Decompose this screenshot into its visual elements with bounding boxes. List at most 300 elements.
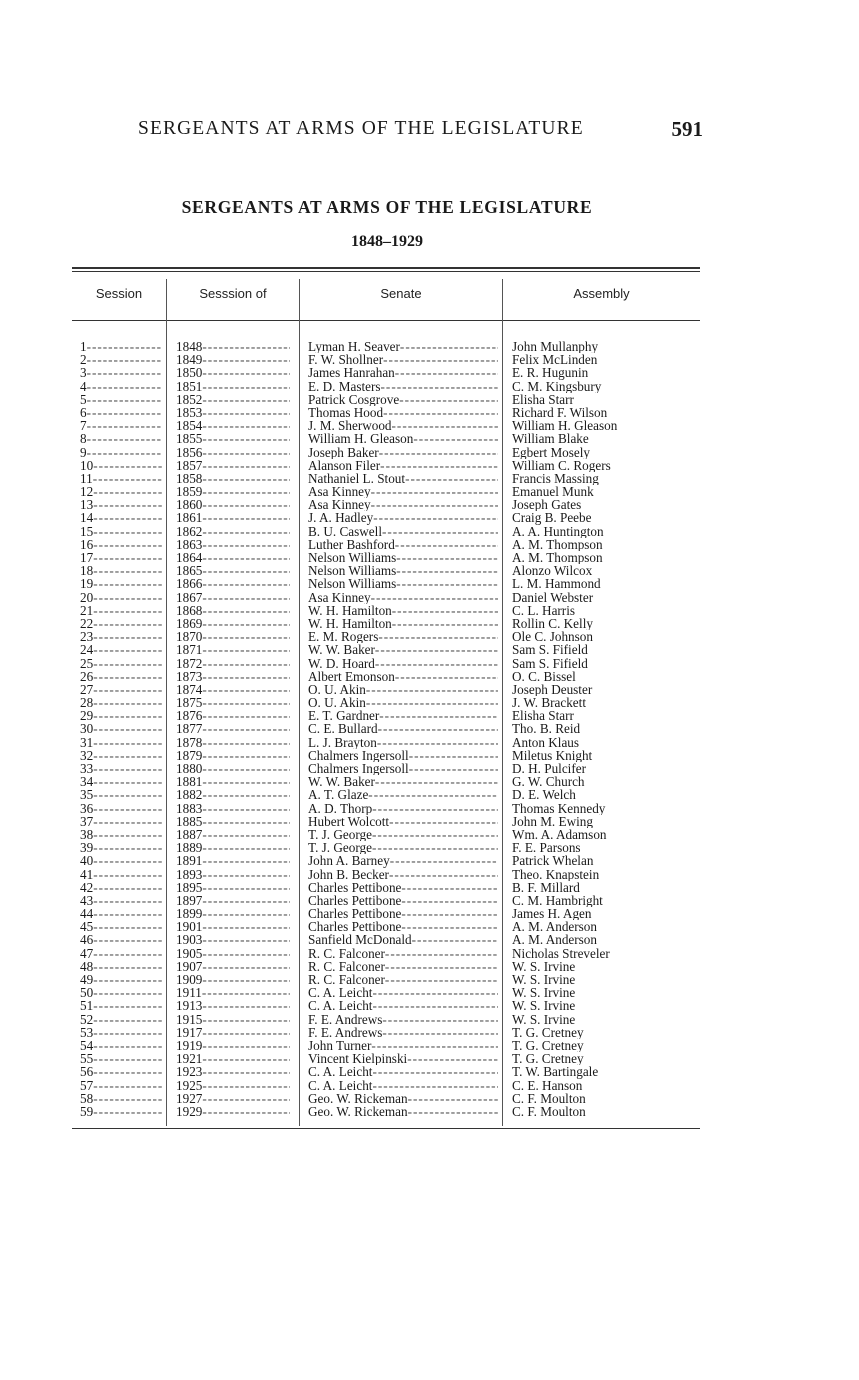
- session-year-cell: [176, 472, 290, 485]
- session-number: 54: [80, 1038, 94, 1053]
- senate-sergeant: W. H. Hamilton: [308, 603, 392, 617]
- session-number-cell: [80, 920, 162, 933]
- senate-cell: [308, 1013, 498, 1026]
- senate-cell: [308, 485, 498, 498]
- session-number-cell: [80, 854, 162, 867]
- session-year-cell: [176, 802, 290, 815]
- senate-sergeant: R. C. Falconer: [308, 959, 385, 974]
- session-number-cell: [80, 933, 162, 946]
- dot-leader: [93, 986, 162, 999]
- session-year: 1873: [176, 669, 203, 683]
- senate-sergeant: John A. Barney: [308, 854, 390, 868]
- session-year-cell: [176, 366, 290, 379]
- session-number: 53: [80, 1025, 94, 1039]
- session-number-cell: [80, 1026, 162, 1039]
- dot-leader: [202, 775, 290, 788]
- dot-leader: [202, 353, 290, 366]
- session-year: 1874: [176, 682, 203, 697]
- session-number-cell: [80, 722, 162, 735]
- senate-cell: [308, 696, 498, 709]
- table-row: [72, 643, 700, 656]
- senate-cell: [308, 577, 498, 590]
- dot-leader: [93, 630, 162, 643]
- dot-leader: [412, 933, 498, 946]
- assembly-sergeant: William H. Gleason: [512, 419, 618, 433]
- assembly-sergeant: Rollin C. Kelly: [512, 616, 593, 631]
- session-number-cell: [80, 868, 162, 881]
- session-year-cell: [176, 894, 290, 907]
- dot-leader: [408, 1105, 498, 1118]
- session-number: 52: [80, 1012, 94, 1026]
- session-number: 44: [80, 907, 94, 921]
- senate-cell: [308, 551, 498, 564]
- dot-leader: [93, 525, 162, 538]
- table-row: [72, 1013, 700, 1026]
- assembly-sergeant: T. G. Cretney: [512, 1052, 584, 1066]
- dot-leader: [93, 617, 162, 630]
- session-number: 21: [80, 603, 94, 617]
- assembly-sergeant: John M. Ewing: [512, 814, 593, 828]
- session-year: 1887: [176, 827, 203, 842]
- session-number: 36: [80, 801, 94, 815]
- dot-leader: [202, 432, 290, 445]
- session-year: 1856: [176, 445, 203, 459]
- dot-leader: [202, 999, 290, 1012]
- session-number: 4: [80, 379, 87, 393]
- session-year-cell: [176, 986, 290, 999]
- senate-sergeant: F. E. Andrews: [308, 1025, 383, 1039]
- session-year-cell: [176, 722, 290, 735]
- dot-leader: [202, 986, 290, 999]
- dot-leader: [93, 960, 162, 973]
- assembly-sergeant: Tho. B. Reid: [512, 722, 581, 736]
- assembly-sergeant: C. M. Hambright: [512, 893, 603, 908]
- dot-leader: [93, 1079, 162, 1092]
- senate-cell: [308, 749, 498, 762]
- senate-sergeant: Nathaniel L. Stout: [308, 471, 406, 486]
- senate-sergeant: F. E. Andrews: [308, 1012, 383, 1026]
- senate-sergeant: B. U. Caswell: [308, 524, 382, 538]
- table-row: [72, 485, 700, 498]
- dot-leader: [93, 854, 162, 867]
- session-year-cell: [176, 960, 290, 973]
- dot-leader: [366, 696, 498, 709]
- session-number-cell: [80, 960, 162, 973]
- session-number-cell: [80, 670, 162, 683]
- table-row: [72, 525, 700, 538]
- senate-cell: [308, 617, 498, 630]
- session-year: 1861: [176, 511, 203, 525]
- dot-leader: [202, 657, 290, 670]
- session-year-cell: [176, 340, 290, 353]
- session-year-cell: [176, 762, 290, 775]
- session-year: 1867: [176, 590, 203, 604]
- session-number-cell: [80, 973, 162, 986]
- dot-leader: [93, 1092, 162, 1105]
- table-title: SERGEANTS AT ARMS OF THE LEGISLATURE: [181, 197, 593, 217]
- senate-cell: [308, 340, 498, 353]
- session-year: 1869: [176, 616, 203, 631]
- session-year-cell: [176, 1039, 290, 1052]
- session-number-cell: [80, 1052, 162, 1065]
- dot-leader: [202, 340, 290, 353]
- dot-leader: [202, 933, 290, 946]
- table-row: [72, 1065, 700, 1078]
- dot-leader: [93, 894, 162, 907]
- dot-leader: [385, 947, 498, 960]
- session-year: 1882: [176, 788, 203, 802]
- assembly-sergeant: Alonzo Wilcox: [512, 564, 593, 578]
- dot-leader: [382, 1026, 498, 1039]
- table-row: [72, 788, 700, 801]
- session-number: 39: [80, 841, 94, 855]
- senate-sergeant: Charles Pettibone: [308, 920, 402, 934]
- dot-leader: [379, 709, 498, 722]
- senate-sergeant: W. W. Baker: [308, 643, 375, 657]
- session-number-cell: [80, 802, 162, 815]
- senate-cell: [308, 406, 498, 419]
- session-year: 1859: [176, 485, 203, 499]
- dot-leader: [409, 749, 498, 762]
- dot-leader: [389, 815, 498, 828]
- session-year-cell: [176, 577, 290, 590]
- session-number-cell: [80, 564, 162, 577]
- assembly-sergeant: L. M. Hammond: [512, 577, 601, 591]
- dot-leader: [375, 643, 498, 656]
- session-number-cell: [80, 775, 162, 788]
- session-year-cell: [176, 841, 290, 854]
- table-body: [72, 340, 700, 1118]
- dot-leader: [93, 736, 162, 749]
- dot-leader: [408, 1092, 498, 1105]
- session-number: 48: [80, 959, 94, 974]
- senate-cell: [308, 762, 498, 775]
- session-number: 38: [80, 827, 94, 842]
- dot-leader: [383, 406, 498, 419]
- session-number-cell: [80, 736, 162, 749]
- senate-cell: [308, 1105, 498, 1118]
- session-number: 29: [80, 709, 94, 723]
- dot-leader: [202, 564, 290, 577]
- dot-leader: [375, 775, 498, 788]
- session-number: 27: [80, 682, 94, 697]
- dot-leader: [93, 657, 162, 670]
- senate-cell: [308, 393, 498, 406]
- session-number-cell: [80, 947, 162, 960]
- table-row: [72, 1052, 700, 1065]
- senate-sergeant: Chalmers Ingersoll: [308, 748, 409, 763]
- dot-leader: [372, 986, 498, 999]
- assembly-sergeant: C. E. Hanson: [512, 1078, 583, 1092]
- dot-leader: [202, 366, 290, 379]
- assembly-sergeant: W. S. Irvine: [512, 986, 576, 1000]
- dot-leader: [93, 564, 162, 577]
- dot-leader: [202, 393, 290, 406]
- senate-cell: [308, 933, 498, 946]
- senate-sergeant: W. D. Hoard: [308, 656, 375, 670]
- assembly-sergeant: J. W. Brackett: [512, 696, 586, 710]
- session-year: 1901: [176, 920, 203, 934]
- table-row: [72, 498, 700, 511]
- session-year: 1895: [176, 880, 203, 894]
- assembly-sergeant: Joseph Gates: [512, 498, 582, 512]
- dot-leader: [400, 340, 498, 353]
- dot-leader: [202, 459, 290, 472]
- session-year-cell: [176, 683, 290, 696]
- senate-sergeant: C. A. Leicht: [308, 999, 373, 1013]
- senate-cell: [308, 511, 498, 524]
- assembly-sergeant: Patrick Whelan: [512, 854, 594, 868]
- dot-leader: [93, 815, 162, 828]
- dot-leader: [202, 604, 290, 617]
- session-number-cell: [80, 1013, 162, 1026]
- dot-leader: [202, 762, 290, 775]
- senate-cell: [308, 815, 498, 828]
- table-row: [72, 749, 700, 762]
- senate-cell: [308, 564, 498, 577]
- session-number: 7: [80, 419, 87, 433]
- session-year: 1878: [176, 735, 203, 749]
- dot-leader: [202, 380, 290, 393]
- session-number: 5: [80, 392, 87, 406]
- senate-sergeant: F. W. Shollner: [308, 353, 384, 367]
- table-row: [72, 406, 700, 419]
- assembly-sergeant: Nicholas Streveler: [512, 946, 610, 960]
- table-row: [72, 802, 700, 815]
- dot-leader: [93, 1039, 162, 1052]
- table-row: [72, 828, 700, 841]
- dot-leader: [202, 947, 290, 960]
- table-row: [72, 366, 700, 379]
- senate-sergeant: Alanson Filer: [308, 458, 381, 472]
- senate-cell: [308, 1052, 498, 1065]
- table-row: [72, 722, 700, 735]
- senate-sergeant: Albert Emonson: [308, 669, 395, 683]
- dot-leader: [392, 604, 498, 617]
- table-row: [72, 551, 700, 564]
- dot-leader: [93, 683, 162, 696]
- table-row: [72, 1092, 700, 1105]
- dot-leader: [202, 643, 290, 656]
- dot-leader: [202, 960, 290, 973]
- dot-leader: [202, 854, 290, 867]
- dot-leader: [202, 973, 290, 986]
- session-number: 14: [80, 511, 94, 525]
- session-year: 1862: [176, 524, 203, 538]
- table-row: [72, 591, 700, 604]
- session-year: 1854: [176, 419, 203, 433]
- dot-leader: [202, 815, 290, 828]
- session-number-cell: [80, 406, 162, 419]
- dot-leader: [379, 446, 498, 459]
- session-year: 1885: [176, 814, 203, 828]
- dot-leader: [371, 485, 498, 498]
- dot-leader: [202, 551, 290, 564]
- table-row: [72, 815, 700, 828]
- session-number: 57: [80, 1078, 94, 1092]
- session-number-cell: [80, 1105, 162, 1118]
- assembly-sergeant: Ole C. Johnson: [512, 630, 593, 644]
- session-number-cell: [80, 1065, 162, 1078]
- assembly-sergeant: Sam S. Fifield: [512, 643, 588, 657]
- dot-leader: [93, 643, 162, 656]
- session-year-cell: [176, 920, 290, 933]
- session-year-cell: [176, 591, 290, 604]
- session-number-cell: [80, 709, 162, 722]
- dot-leader: [382, 525, 498, 538]
- assembly-sergeant: Felix McLinden: [512, 353, 598, 367]
- session-number: 13: [80, 498, 94, 512]
- dot-leader: [202, 406, 290, 419]
- dot-leader: [413, 432, 498, 445]
- session-year: 1860: [176, 498, 203, 512]
- dot-leader: [372, 828, 498, 841]
- table-row: [72, 1105, 700, 1118]
- session-year: 1925: [176, 1078, 203, 1092]
- dot-leader: [399, 393, 498, 406]
- senate-cell: [308, 722, 498, 735]
- session-year-cell: [176, 630, 290, 643]
- senate-sergeant: Charles Pettibone: [308, 880, 402, 894]
- dot-leader: [87, 380, 162, 393]
- table-row: [72, 762, 700, 775]
- dot-leader: [202, 736, 290, 749]
- senate-sergeant: J. A. Hadley: [308, 511, 374, 525]
- table-bottom-rule: [72, 1128, 700, 1129]
- assembly-sergeant: C. F. Moulton: [512, 1091, 586, 1105]
- session-year-cell: [176, 393, 290, 406]
- session-year-cell: [176, 617, 290, 630]
- dot-leader: [401, 881, 498, 894]
- dot-leader: [93, 999, 162, 1012]
- dot-leader: [405, 472, 498, 485]
- dot-leader: [93, 538, 162, 551]
- table-row: [72, 446, 700, 459]
- session-year: 1870: [176, 630, 203, 644]
- session-year: 1855: [176, 432, 203, 446]
- senate-cell: [308, 459, 498, 472]
- session-number-cell: [80, 419, 162, 432]
- dot-leader: [368, 788, 498, 801]
- dot-leader: [87, 340, 162, 353]
- table-row: [72, 538, 700, 551]
- session-number-cell: [80, 393, 162, 406]
- session-year: 1853: [176, 405, 203, 420]
- dot-leader: [87, 353, 162, 366]
- dot-leader: [202, 868, 290, 881]
- session-number: 30: [80, 722, 94, 736]
- table-row: [72, 630, 700, 643]
- table-row: [72, 986, 700, 999]
- table-row: [72, 854, 700, 867]
- table-row: [72, 670, 700, 683]
- dot-leader: [93, 828, 162, 841]
- senate-sergeant: William H. Gleason: [308, 432, 414, 446]
- table-row: [72, 920, 700, 933]
- session-year: 1897: [176, 893, 203, 908]
- session-number-cell: [80, 630, 162, 643]
- dot-leader: [202, 894, 290, 907]
- session-number: 51: [80, 999, 94, 1013]
- assembly-sergeant: Francis Massing: [512, 471, 599, 486]
- dot-leader: [371, 498, 498, 511]
- session-year: 1864: [176, 551, 203, 565]
- senate-cell: [308, 419, 498, 432]
- dot-leader: [202, 1039, 290, 1052]
- session-year-cell: [176, 380, 290, 393]
- dot-leader: [372, 1065, 498, 1078]
- assembly-sergeant: William C. Rogers: [512, 458, 611, 472]
- dot-leader: [93, 696, 162, 709]
- senate-sergeant: Asa Kinney: [308, 485, 371, 499]
- dot-leader: [93, 485, 162, 498]
- session-number-cell: [80, 551, 162, 564]
- session-number-cell: [80, 907, 162, 920]
- session-number-cell: [80, 696, 162, 709]
- table-row: [72, 380, 700, 393]
- senate-cell: [308, 1039, 498, 1052]
- assembly-sergeant: Thomas Kennedy: [512, 801, 606, 815]
- session-year-cell: [176, 1092, 290, 1105]
- table-row: [72, 564, 700, 577]
- assembly-sergeant: W. S. Irvine: [512, 959, 576, 974]
- senate-cell: [308, 788, 498, 801]
- dot-leader: [392, 419, 498, 432]
- senate-sergeant: Luther Bashford: [308, 537, 395, 552]
- session-number-cell: [80, 538, 162, 551]
- dot-leader: [401, 920, 498, 933]
- assembly-sergeant: John Mullanphy: [512, 340, 599, 354]
- session-number: 32: [80, 748, 94, 763]
- session-year-cell: [176, 432, 290, 445]
- dot-leader: [202, 1092, 290, 1105]
- session-number: 6: [80, 405, 87, 420]
- session-number-cell: [80, 459, 162, 472]
- session-year: 1913: [176, 999, 203, 1013]
- dot-leader: [202, 1065, 290, 1078]
- senate-sergeant: Hubert Wolcott: [308, 814, 390, 828]
- session-number: 59: [80, 1104, 94, 1119]
- senate-cell: [308, 986, 498, 999]
- senate-cell: [308, 432, 498, 445]
- dot-leader: [202, 881, 290, 894]
- dot-leader: [372, 1079, 498, 1092]
- table-row: [72, 1079, 700, 1092]
- dot-leader: [202, 722, 290, 735]
- senate-sergeant: Chalmers Ingersoll: [308, 762, 409, 776]
- session-year-cell: [176, 973, 290, 986]
- session-number-cell: [80, 591, 162, 604]
- assembly-sergeant: O. C. Bissel: [512, 669, 576, 683]
- senate-sergeant: A. D. Thorp: [308, 801, 373, 815]
- session-year-cell: [176, 538, 290, 551]
- session-number: 16: [80, 537, 94, 552]
- dot-leader: [93, 1105, 162, 1118]
- assembly-sergeant: Elisha Starr: [512, 392, 574, 406]
- session-number-cell: [80, 498, 162, 511]
- assembly-sergeant: C. M. Kingsbury: [512, 379, 602, 393]
- dot-leader: [93, 604, 162, 617]
- senate-cell: [308, 446, 498, 459]
- session-year: 1877: [176, 722, 203, 736]
- assembly-sergeant: A. M. Thompson: [512, 537, 603, 552]
- senate-cell: [308, 1092, 498, 1105]
- session-number-cell: [80, 986, 162, 999]
- session-year-cell: [176, 749, 290, 762]
- senate-sergeant: L. J. Brayton: [308, 735, 377, 749]
- session-number: 11: [80, 471, 93, 486]
- dot-leader: [87, 366, 162, 379]
